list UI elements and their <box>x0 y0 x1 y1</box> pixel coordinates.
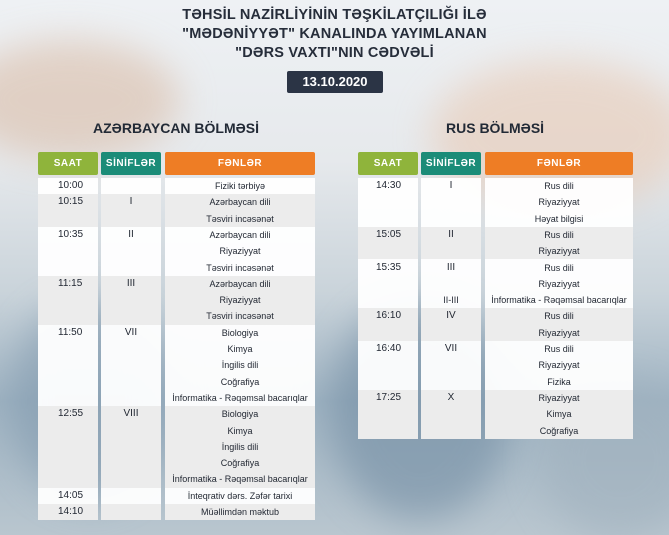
header-line-3: "DƏRS VAXTI"NIN CƏDVƏLİ <box>235 45 434 61</box>
time-cell: 11:15 <box>58 277 83 289</box>
subject-cell: Riyaziyyat <box>538 197 580 208</box>
page-header <box>0 6 669 63</box>
time-cell: 14:30 <box>376 180 402 191</box>
subject-cell: Təsviri incəsənət <box>206 262 274 273</box>
grade-cell: X <box>447 391 455 403</box>
ru-header-saat: SAAT <box>358 152 418 175</box>
subject-cell: Həyat bilgisi <box>534 213 584 224</box>
grade-cell: II <box>448 228 454 240</box>
subject-cell: Riyaziyyat <box>219 295 261 306</box>
az-header-saat: SAAT <box>38 152 98 175</box>
subject-cell: Riyaziyyat <box>538 392 580 403</box>
ru-column-saat <box>358 178 418 439</box>
az-column-saat <box>38 178 98 520</box>
subject-cell: Təsviri incəsənət <box>206 213 274 224</box>
grade-cell: VII <box>444 343 458 354</box>
time-cell: 17:25 <box>376 391 402 403</box>
ru-column-sinif <box>421 178 481 439</box>
grade-cell: II <box>128 228 134 240</box>
subject-cell: Biologiya <box>221 327 259 338</box>
grade-cell: VIII <box>123 408 139 420</box>
subject-cell: Riyaziyyat <box>219 246 261 257</box>
grade-cell: III <box>446 261 456 273</box>
subject-cell: Kimya <box>227 425 253 436</box>
subject-cell: Riyaziyyat <box>538 278 580 289</box>
header-line-1: TƏHSİL NAZİRLİYİNİN TƏŞKİLATÇILIĞI İLƏ <box>182 7 487 23</box>
subject-cell: İnformatika - Rəqəmsal bacarıqlar <box>172 474 308 485</box>
subject-cell: Rus dili <box>544 311 574 322</box>
subject-cell: Təsviri incəsənət <box>206 311 274 322</box>
subject-cell: Rus dili <box>544 262 574 273</box>
subject-cell: Rus dili <box>544 344 574 354</box>
subject-cell: Riyaziyyat <box>538 246 580 257</box>
subject-cell: Fiziki tərbiyə <box>214 181 265 191</box>
grade-cell: II-III <box>443 295 459 306</box>
subject-cell: Kimya <box>227 344 253 354</box>
time-cell: 15:05 <box>376 228 402 240</box>
time-cell: 14:05 <box>58 489 84 501</box>
subject-cell: İnformatika - Rəqəmsal bacarıqlar <box>491 295 627 306</box>
subject-cell: Coğrafiya <box>220 458 260 469</box>
az-header-sinifler: SİNİFLƏR <box>101 152 161 175</box>
subject-cell: Azərbaycan dili <box>209 278 271 289</box>
grade-cell: VII <box>124 326 138 338</box>
ru-column-fenn <box>485 178 633 439</box>
time-cell: 15:35 <box>376 261 402 273</box>
time-cell: 16:40 <box>376 343 402 354</box>
subject-cell: İngilis dili <box>221 441 259 452</box>
ru-header-fenler: FƏNLƏR <box>485 152 633 175</box>
subject-cell: İnteqrativ dərs. Zəfər tarixi <box>187 490 293 501</box>
subject-cell: Rus dili <box>544 181 574 191</box>
subject-cell: Fizika <box>547 376 571 387</box>
grade-cell: I <box>449 180 453 191</box>
subject-cell: Riyaziyyat <box>538 360 580 371</box>
time-cell: 14:10 <box>58 506 84 517</box>
ru-section-title: RUS BÖLMƏSİ <box>446 120 545 136</box>
subject-cell: Coğrafiya <box>220 376 260 387</box>
ru-header-sinifler: SİNİFLƏR <box>421 152 481 175</box>
grade-cell: I <box>129 196 133 208</box>
time-cell: 10:15 <box>58 196 84 208</box>
subject-cell: Kimya <box>546 409 572 420</box>
subject-cell: Biologiya <box>221 409 259 420</box>
subject-cell: Rus dili <box>544 229 574 240</box>
subject-cell: Riyaziyyat <box>538 327 580 338</box>
grade-cell: IV <box>446 310 456 322</box>
subject-cell: Müəllimdən məktub <box>200 507 280 517</box>
az-column-fenn <box>165 178 315 520</box>
date-badge: 13.10.2020 <box>287 71 383 93</box>
subject-cell: İngilis dili <box>221 360 259 371</box>
header-line-2: "MƏDƏNİYYƏT" KANALINDA YAYIMLANAN <box>182 26 487 42</box>
subject-cell: Azərbaycan dili <box>209 197 271 208</box>
grade-cell: III <box>126 277 136 289</box>
time-cell: 16:10 <box>376 310 402 322</box>
az-column-sinif <box>101 178 161 520</box>
subject-cell: Coğrafiya <box>539 425 579 436</box>
subject-cell: İnformatika - Rəqəmsal bacarıqlar <box>172 392 308 403</box>
time-cell: 12:55 <box>58 408 84 420</box>
row-group-stripe <box>101 504 161 520</box>
time-cell: 10:00 <box>58 180 84 191</box>
subject-cell: Azərbaycan dili <box>209 229 271 240</box>
az-header-fenler: FƏNLƏR <box>165 152 315 175</box>
time-cell: 10:35 <box>58 228 84 240</box>
az-section-title: AZƏRBAYCAN BÖLMƏSİ <box>93 120 260 136</box>
time-cell: 11:50 <box>58 326 83 338</box>
